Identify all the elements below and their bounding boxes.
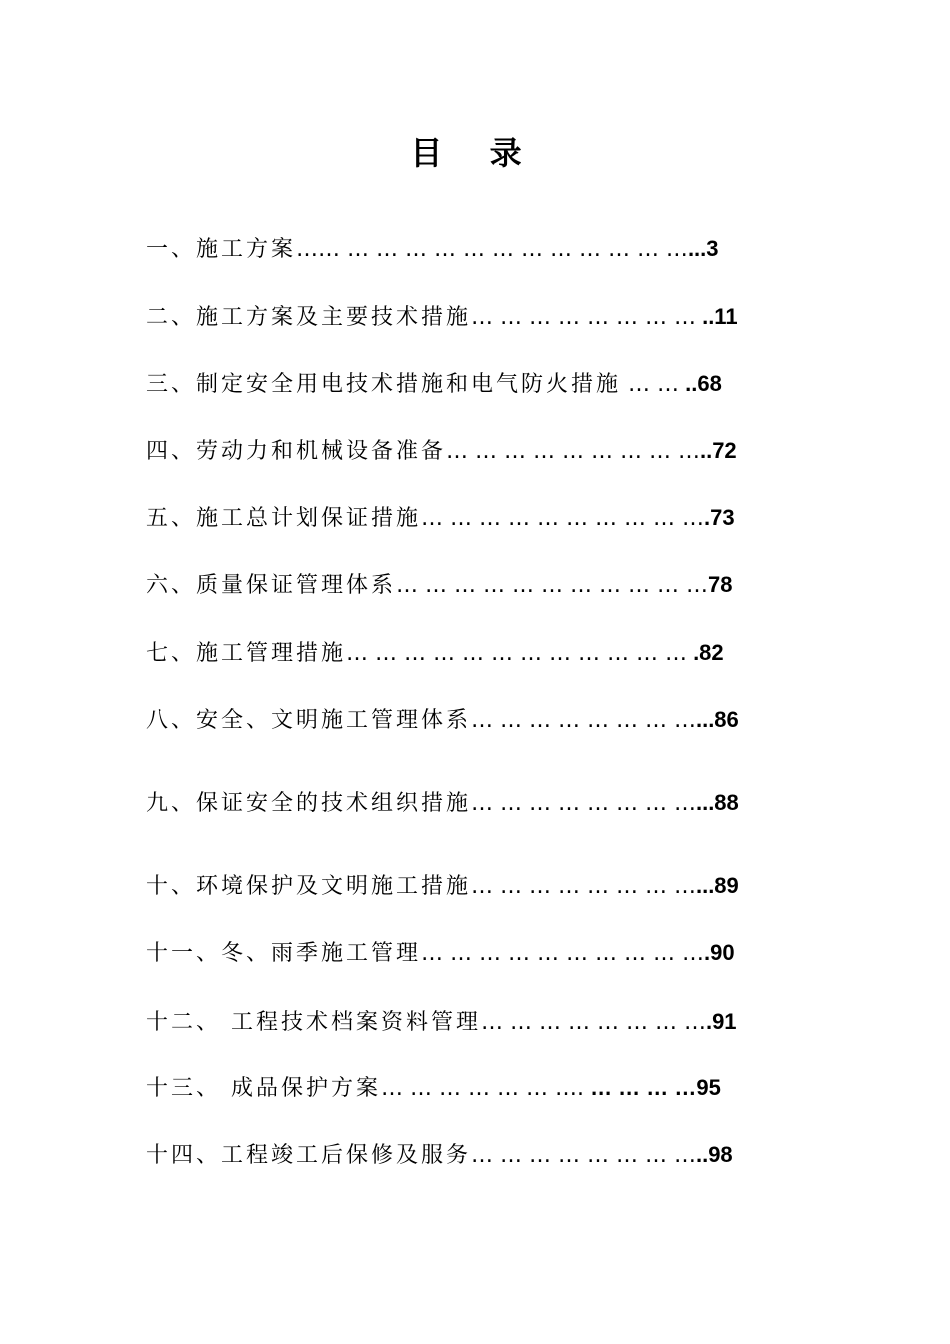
toc-entry-text: 三、制定安全用电技术措施和电气防火措施: [146, 372, 622, 397]
toc-entry-dots: … …: [621, 372, 680, 397]
toc-entry-page: .82: [686, 640, 724, 665]
toc-entry-dots: … … … … … … … …: [471, 791, 696, 816]
toc-entry-4: [146, 436, 737, 467]
toc-entry-page: .73: [703, 505, 735, 530]
toc-entry-5: [146, 503, 735, 534]
toc-entry-dots: … … … … … … … … … …: [421, 941, 704, 966]
toc-entry-page: 78: [707, 572, 733, 597]
toc-entry-dots: …… … … … … … … … … … … … …: [296, 237, 688, 262]
toc-entry-text: 八、安全、文明施工管理体系: [146, 708, 472, 733]
toc-entry-text: 十三、 成品保护方案: [146, 1076, 381, 1101]
toc-entry-text: 十四、工程竣工后保修及服务: [146, 1143, 472, 1168]
toc-entry-page: ...86: [695, 707, 739, 732]
toc-entry-page: ...3: [687, 236, 719, 261]
toc-entry-dots: … … … … … … ….: [381, 1076, 584, 1101]
toc-entry-11: [146, 938, 735, 969]
toc-entry-text: 一、施工方案: [146, 237, 297, 262]
toc-entry-page: ..11: [695, 304, 738, 329]
toc-entry-page: ..68: [679, 371, 722, 396]
toc-entry-dots: … … … … … … … … … …: [421, 506, 704, 531]
page-title: 目 录: [410, 134, 540, 172]
toc-entry-text: 十一、冬、雨季施工管理: [146, 941, 422, 966]
toc-entry-text: 六、质量保证管理体系: [146, 573, 397, 598]
toc-entry-3: [146, 369, 722, 400]
toc-entry-page: ...89: [695, 873, 739, 898]
toc-entry-10: [146, 871, 739, 902]
toc-entry-page: ...88: [695, 790, 739, 815]
toc-entry-1: [146, 234, 719, 265]
toc-entry-9: [146, 788, 739, 819]
toc-entry-13: [146, 1073, 721, 1104]
toc-entry-dots: … … … … … … … …: [471, 708, 696, 733]
toc-entry-text: 十二、 工程技术档案资料管理: [146, 1010, 481, 1035]
toc-entry-page: ..72: [699, 438, 737, 463]
toc-entry-12: [146, 1007, 737, 1038]
toc-entry-dots: … … … … … … … … … … …: [396, 573, 708, 598]
toc-entry-dots: … … … … … … … … …: [446, 439, 700, 464]
toc-entry-page: .90: [703, 940, 735, 965]
toc-entry-dots: … … … … … … … …: [471, 305, 696, 330]
toc-entry-14: [146, 1140, 733, 1171]
toc-entry-page: ..98: [695, 1142, 733, 1167]
toc-entry-text: 四、劳动力和机械设备准备: [146, 439, 447, 464]
toc-entry-text: 九、保证安全的技术组织措施: [146, 791, 472, 816]
toc-entry-8: [146, 705, 739, 736]
toc-entry-page: … … … …95: [583, 1075, 721, 1100]
toc-entry-dots: … … … … … … … …: [471, 1143, 696, 1168]
toc-entry-dots: … … … … … … … …: [471, 874, 696, 899]
toc-entry-2: [146, 302, 738, 333]
toc-entry-dots: … … … … … … … …: [481, 1010, 706, 1035]
toc-entry-text: 十、环境保护及文明施工措施: [146, 874, 472, 899]
toc-entry-text: 五、施工总计划保证措施: [146, 506, 422, 531]
toc-entry-6: [146, 570, 732, 601]
toc-entry-7: [146, 638, 724, 669]
toc-entry-text: 七、施工管理措施: [146, 641, 347, 666]
toc-entry-page: .91: [705, 1009, 737, 1034]
toc-entry-text: 二、施工方案及主要技术措施: [146, 305, 472, 330]
toc-entry-dots: … … … … … … … … … … … …: [346, 641, 687, 666]
